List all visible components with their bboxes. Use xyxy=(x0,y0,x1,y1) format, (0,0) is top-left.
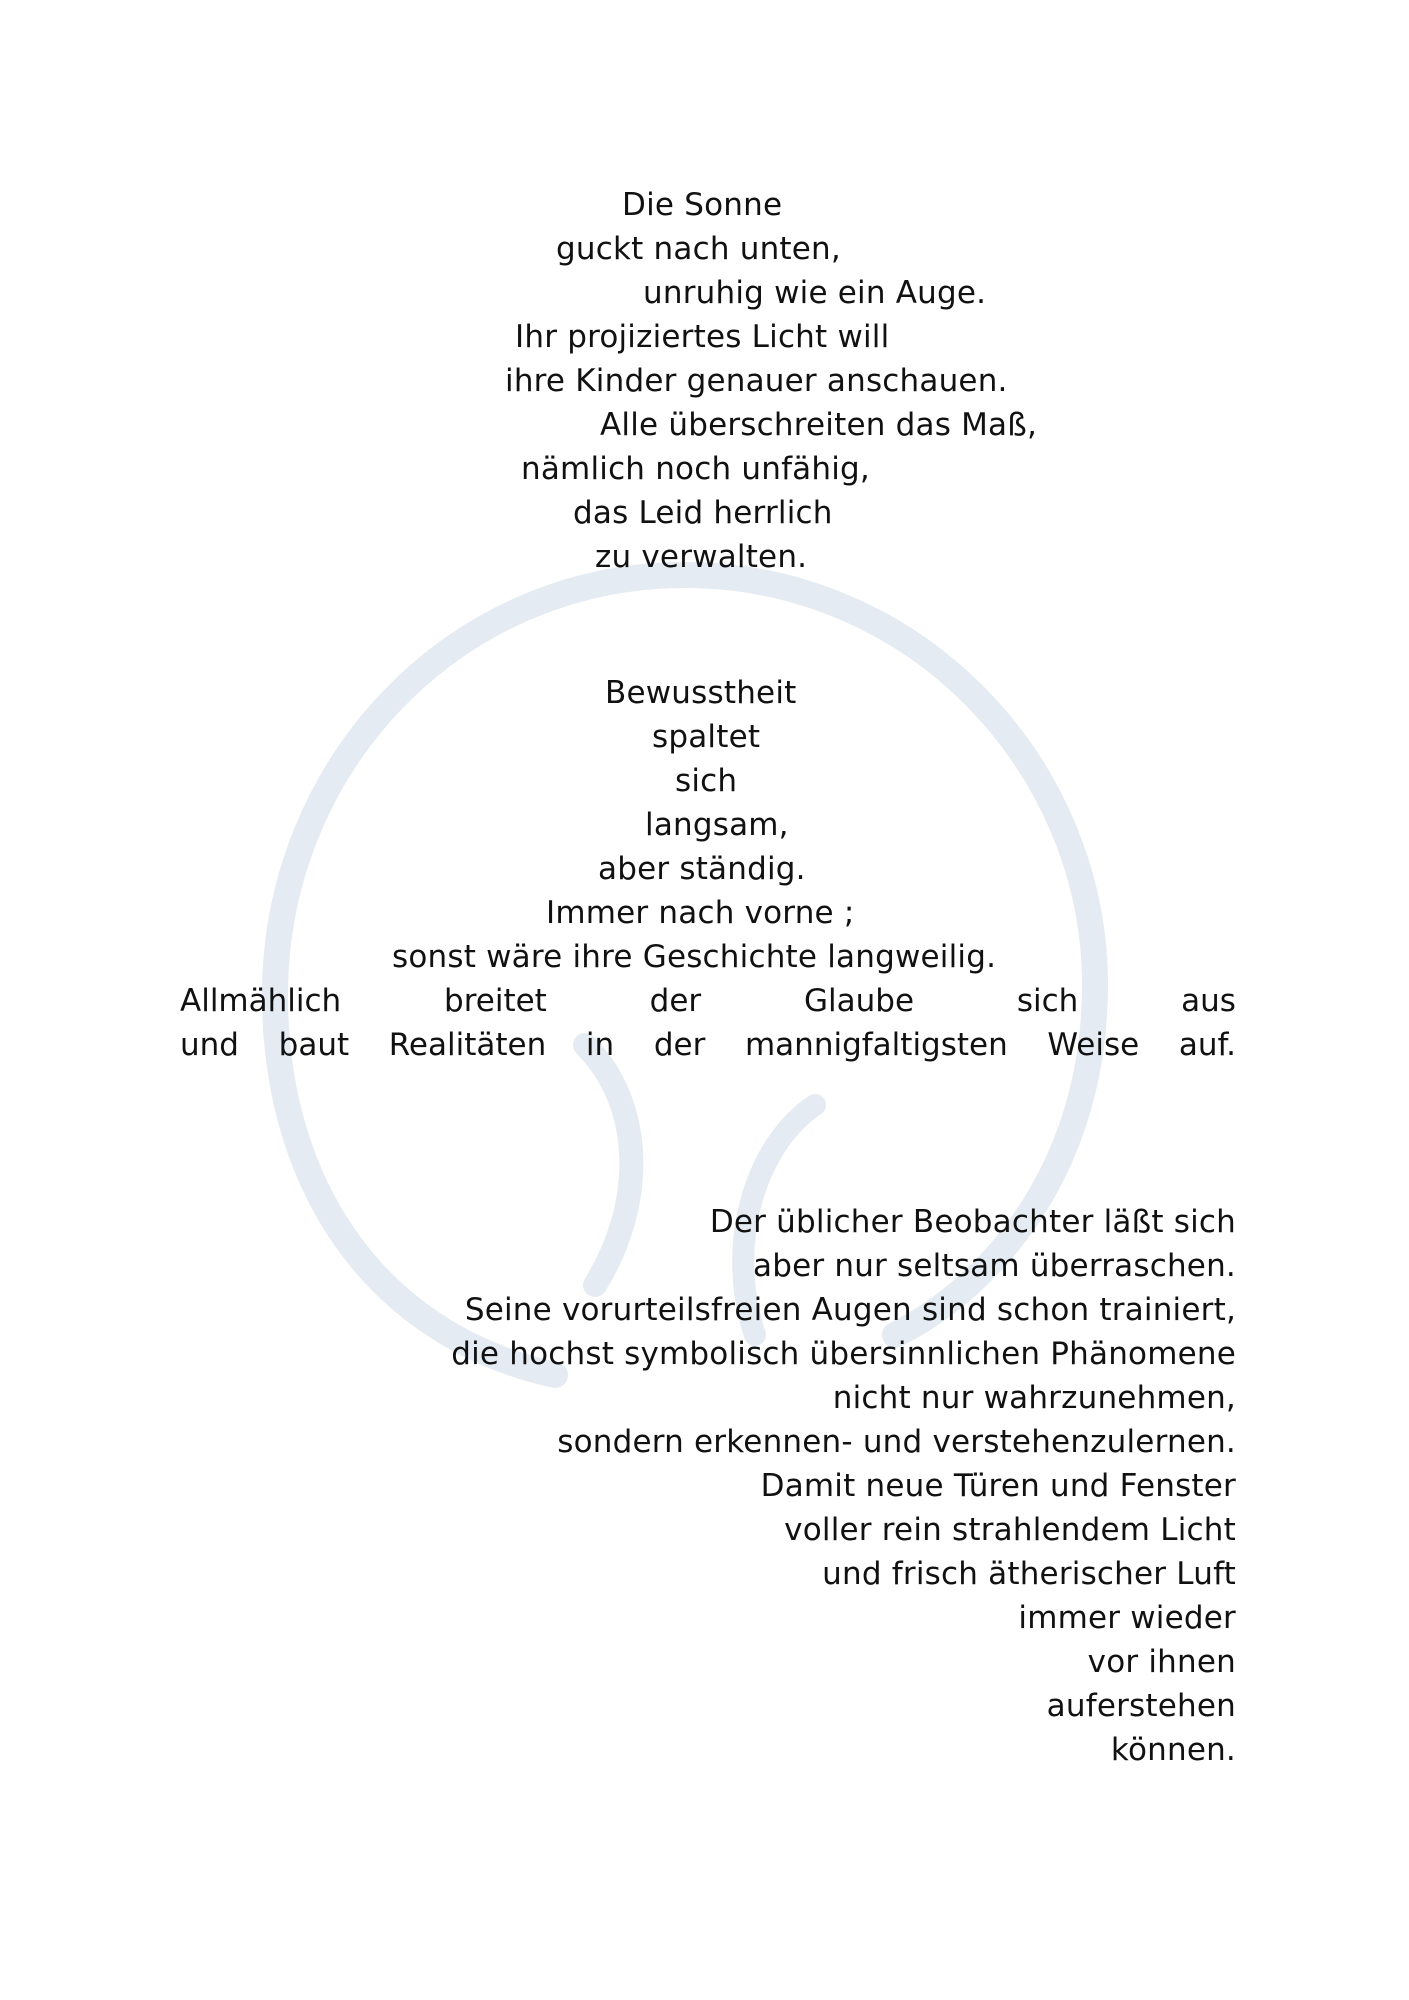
stanza1-line-6: Alle überschreiten das Maß, xyxy=(600,407,1038,443)
stanza2-line-2: spaltet xyxy=(652,719,761,755)
justified-word: der xyxy=(649,983,702,1019)
stanza3-line-7: Damit neue Türen und Fenster xyxy=(760,1468,1236,1504)
justified-word: Realitäten xyxy=(388,1027,547,1063)
justified-line-1 xyxy=(180,979,1236,1023)
stanza2-line-3: sich xyxy=(675,763,738,799)
justified-word: mannigfaltigsten xyxy=(744,1027,1008,1063)
stanza2-line-1: Bewusstheit xyxy=(605,675,797,711)
stanza3-line-2: aber nur seltsam überraschen. xyxy=(753,1248,1236,1284)
stanza2-line-6: Immer nach vorne ; xyxy=(546,895,855,931)
stanza2-line-7: sonst wäre ihre Geschichte langweilig. xyxy=(392,939,997,975)
stanza2-line-4: langsam, xyxy=(645,807,789,843)
stanza1-line-9: zu verwalten. xyxy=(595,539,808,575)
justified-word: und xyxy=(180,1027,239,1063)
stanza2-line-5: aber ständig. xyxy=(598,851,806,887)
justified-word: Weise xyxy=(1047,1027,1140,1063)
stanza3-line-5: nicht nur wahrzunehmen, xyxy=(832,1380,1236,1416)
stanza3-line-4: die hochst symbolisch übersinnlichen Phänomene xyxy=(451,1336,1236,1372)
justified-word: auf. xyxy=(1178,1027,1236,1063)
stanza3-line-3: Seine vorurteilsfreien Augen sind schon trainiert, xyxy=(464,1292,1236,1328)
justified-word: Allmählich xyxy=(180,983,342,1019)
stanza1-line-1: Die Sonne xyxy=(622,187,783,223)
stanza3-line-9: und frisch ätherischer Luft xyxy=(822,1556,1236,1592)
stanza1-line-5: ihre Kinder genauer anschauen. xyxy=(505,363,1008,399)
stanza1-line-7: nämlich noch unfähig, xyxy=(521,451,870,487)
stanza3-line-1: Der üblicher Beobachter läßt sich xyxy=(709,1204,1236,1240)
justified-word: sich xyxy=(1016,983,1079,1019)
justified-line-2 xyxy=(180,1023,1236,1067)
justified-word: breitet xyxy=(444,983,547,1019)
justified-word: baut xyxy=(278,1027,350,1063)
stanza1-line-8: das Leid herrlich xyxy=(573,495,833,531)
stanza1-line-2: guckt nach unten, xyxy=(556,231,841,267)
justified-word: Glaube xyxy=(804,983,915,1019)
stanza3-line-6: sondern erkennen- und verstehenzulernen. xyxy=(557,1424,1236,1460)
stanza3-line-8: voller rein strahlendem Licht xyxy=(784,1512,1236,1548)
stanza3-line-13: können. xyxy=(1110,1732,1236,1768)
justified-word: aus xyxy=(1181,983,1236,1019)
stanza1-line-4: Ihr projiziertes Licht will xyxy=(515,319,890,355)
justified-word: der xyxy=(653,1027,706,1063)
stanza3-line-11: vor ihnen xyxy=(1087,1644,1236,1680)
justified-word: in xyxy=(585,1027,615,1063)
stanza1-line-3: unruhig wie ein Auge. xyxy=(643,275,987,311)
stanza3-line-10: immer wieder xyxy=(1018,1600,1236,1636)
stanza3-line-12: auferstehen xyxy=(1046,1688,1236,1724)
